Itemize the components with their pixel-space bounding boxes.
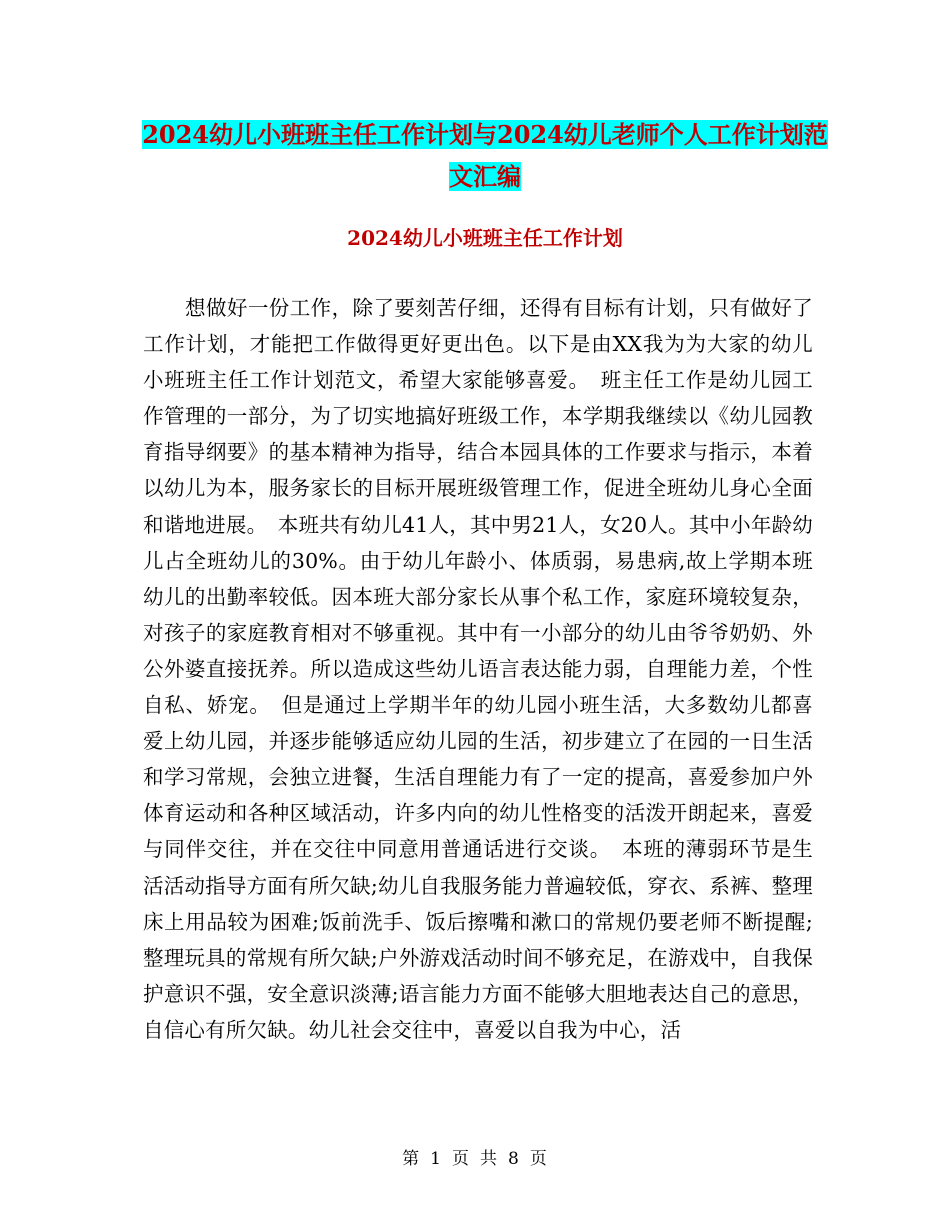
page-footer	[0, 1148, 950, 1170]
footer-prefix: 第	[402, 1149, 421, 1169]
section-heading: 2024幼儿小班班主任工作计划	[347, 226, 623, 250]
body-paragraph: 想做好一份工作，除了要刻苦仔细，还得有目标有计划，只有做好了工作计划，才能把工作做得更好更出色。以下是由XX我为为大家的幼儿小班班主任工作计划范文，希望大家能够喜爱。 班主任工作是幼儿园工作管理的一部分，为了切实地搞好班级工作，本学期我继续以《幼儿园教育指导纲要》的基本精神为指导，结合本园具体的工作要求与指示，本着以幼儿为本，服务家长的目标开展班级管理工作，促进全班幼儿身心全面和谐地进展。 本班共有幼儿41人，其中男21人，女20人。其中小年龄幼儿占全班幼儿的30%。由于幼儿年龄小、体质弱，易患病,故上学期本班幼儿的出勤率较低。因本班大部分家长从事个私工作，家庭环境较复杂，对孩子的家庭教育相对不够重视。其中有一小部分的幼儿由爷爷奶奶、外公外婆直接抚养。所以造成这些幼儿语言表达能力弱，自理能力差，个性自私、娇宠。 但是通过上学期半年的幼儿园小班生活，大多数幼儿都喜爱上幼儿园，并逐步能够适应幼儿园的生活，初步建立了在园的一日生活和学习常规，会独立进餐，生活自理能力有了一定的提高，喜爱参加户外体育运动和各种区域活动，许多内向的幼儿性格变的活泼开朗起来，喜爱与同伴交往，并在交往中同意用普通话进行交谈。 本班的薄弱环节是生活活动指导方面有所欠缺;幼儿自我服务能力普遍较低，穿衣、系裤、整理床上用品较为困难;饭前洗手、饭后擦嘴和漱口的常规仍要老师不断提醒;整理玩具的常规有所欠缺;户外游戏活动时间不够充足，在游戏中，自我保护意识不强，安全意识淡薄;语言能力方面不能够大胆地表达自己的意思，自信心有所欠缺。幼儿社会交往中，喜爱以自我为中心，活	[143, 296, 813, 1042]
document-title-text: 2024幼儿小班班主任工作计划与2024幼儿老师个人工作计划范文汇编	[142, 120, 828, 191]
document-title	[140, 114, 830, 198]
footer-current-page: 1	[430, 1149, 442, 1169]
footer-page-label: 页	[452, 1149, 470, 1169]
footer-suffix: 页	[529, 1149, 548, 1169]
footer-total-prefix: 共	[480, 1149, 498, 1169]
footer-total-pages: 8	[508, 1149, 520, 1169]
